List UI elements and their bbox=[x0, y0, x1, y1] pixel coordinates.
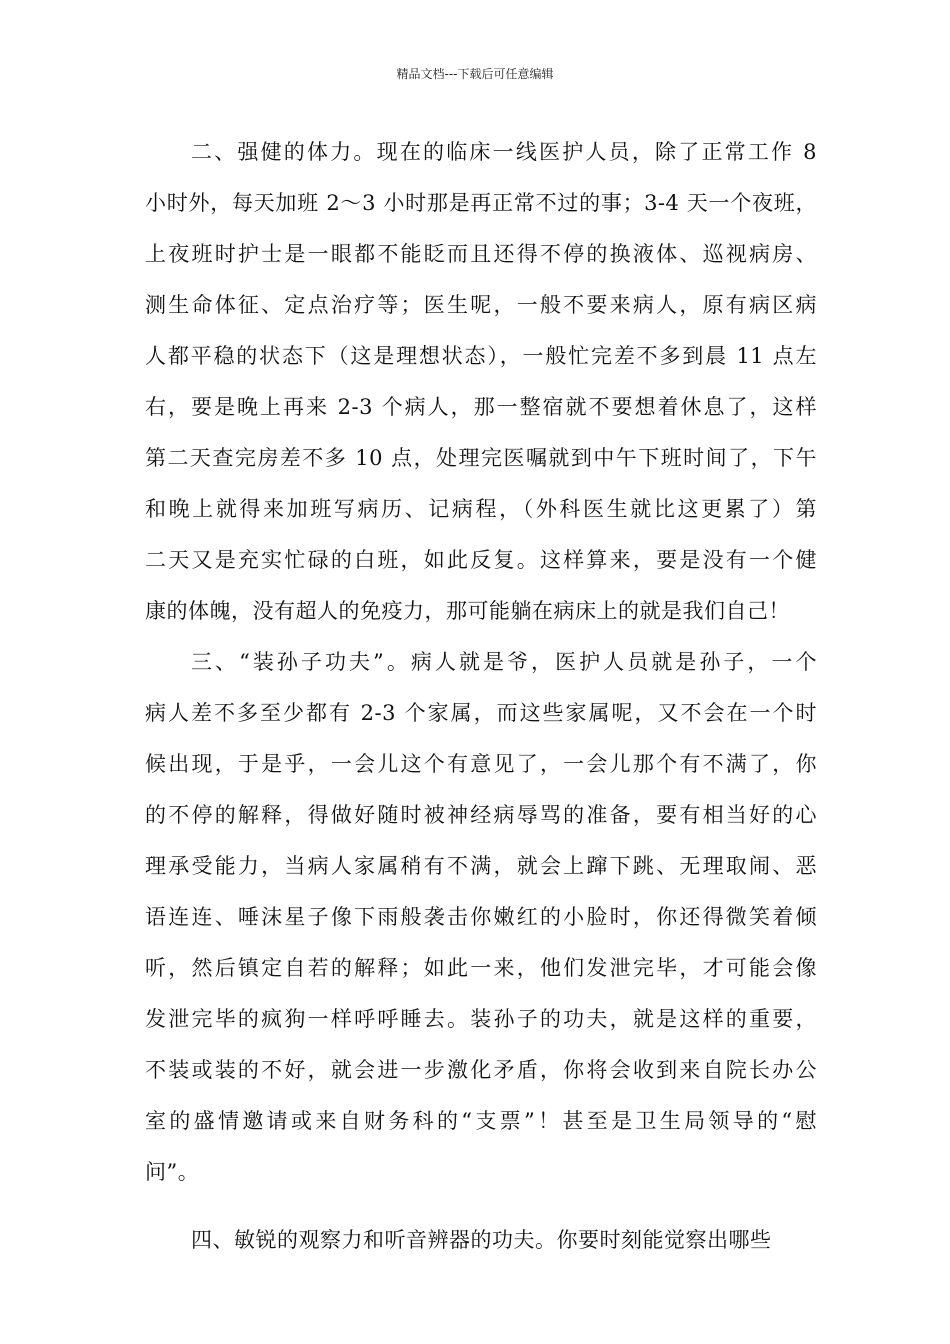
paragraph-line: 第二天查完房差不多 10 点，处理完医嘱就到中午下班时间了，下午 bbox=[145, 446, 817, 470]
paragraph-line: 右，要是晚上再来 2-3 个病人，那一整宿就不要想着休息了，这样 bbox=[145, 395, 817, 419]
paragraph-line: 问”。 bbox=[145, 1160, 200, 1184]
document-body bbox=[145, 131, 817, 1270]
paragraph-line: 发泄完毕的疯狗一样呼呼睡去。装孙子的功夫，就是这样的重要， bbox=[145, 1007, 817, 1031]
paragraph-line: 候出现，于是乎，一会儿这个有意见了，一会儿那个有不满了，你 bbox=[145, 752, 817, 776]
paragraph-3 bbox=[145, 641, 817, 1202]
paragraph-line: 的不停的解释，得做好随时被神经病辱骂的准备，要有相当好的心 bbox=[145, 803, 817, 827]
paragraph-line: 康的体魄，没有超人的免疫力，那可能躺在病床上的就是我们自己！ bbox=[145, 599, 790, 623]
paragraph-line: 不装或装的不好，就会进一步激化矛盾，你将会收到来自院长办公 bbox=[145, 1058, 817, 1082]
paragraph-4 bbox=[145, 1219, 817, 1270]
paragraph-line: 小时外，每天加班 2～3 小时那是再正常不过的事；3-4 天一个夜班， bbox=[145, 191, 817, 215]
paragraph-line: 上夜班时护士是一眼都不能眨而且还得不停的换液体、巡视病房、 bbox=[145, 242, 817, 266]
paragraph-line: 二、强健的体力。现在的临床一线医护人员，除了正常工作 8 bbox=[191, 140, 817, 164]
paragraph-line: 室的盛情邀请或来自财务科的“支票”！甚至是卫生局领导的“慰 bbox=[145, 1109, 817, 1133]
paragraph-line: 理承受能力，当病人家属稍有不满，就会上蹿下跳、无理取闹、恶 bbox=[145, 854, 817, 878]
paragraph-line: 人都平稳的状态下（这是理想状态），一般忙完差不多到晨 11 点左 bbox=[145, 344, 817, 368]
paragraph-line: 听，然后镇定自若的解释；如此一来，他们发泄完毕，才可能会像 bbox=[145, 956, 817, 980]
paragraph-line: 二天又是充实忙碌的白班，如此反复。这样算来，要是没有一个健 bbox=[145, 548, 817, 572]
paragraph-line: 语连连、唾沫星子像下雨般袭击你嫩红的小脸时，你还得微笑着倾 bbox=[145, 905, 817, 929]
paragraph-line: 病人差不多至少都有 2-3 个家属，而这些家属呢，又不会在一个时 bbox=[145, 701, 817, 725]
paragraph-line: 测生命体征、定点治疗等；医生呢，一般不要来病人，原有病区病 bbox=[145, 293, 817, 317]
paragraph-spacer bbox=[145, 1202, 817, 1219]
paragraph-line: 和晚上就得来加班写病历、记病程，（外科医生就比这更累了）第 bbox=[145, 497, 817, 521]
paragraph-2 bbox=[145, 131, 817, 641]
paragraph-line: 四、敏锐的观察力和听音辨器的功夫。你要时刻能觉察出哪些 bbox=[191, 1228, 772, 1252]
paragraph-line: 三、“装孙子功夫”。病人就是爷，医护人员就是孙子，一个 bbox=[191, 650, 817, 674]
page-header: 精品文档---下载后可任意编辑 bbox=[396, 67, 554, 81]
